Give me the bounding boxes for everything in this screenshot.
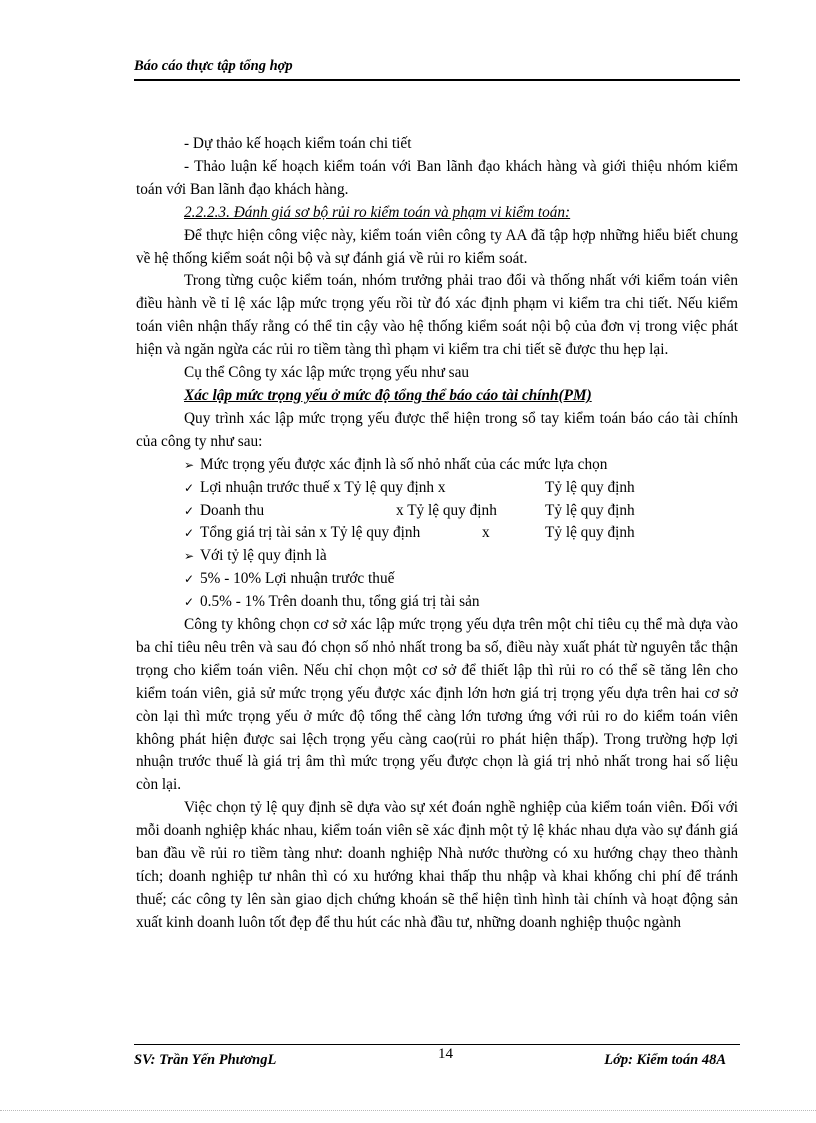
- formula-rate: Tỷ lệ quy định: [545, 501, 635, 519]
- list-item: [184, 454, 738, 477]
- page-header: [134, 56, 740, 81]
- page-footer: [134, 1044, 740, 1068]
- list-item-text: 0.5% - 1% Trên doanh thu, tổng giá trị tài sản: [200, 593, 480, 611]
- arrow-bullet-icon: ➢: [184, 457, 195, 472]
- formula-basis: Doanh thu: [200, 501, 265, 519]
- formula-rate: Tỷ lệ quy định: [545, 524, 635, 542]
- formula-basis: Lợi nhuận trước thuế x Tỷ lệ quy định x: [200, 478, 446, 496]
- check-bullet-icon: ✓: [184, 503, 195, 518]
- formula-basis: Tổng giá trị tài sản x Tỷ lệ quy định: [200, 524, 421, 542]
- list-item-text: Mức trọng yếu được xác định là số nhỏ nhất của các mức lựa chọn: [200, 455, 608, 473]
- pm-heading: Xác lập mức trọng yếu ở mức độ tổng thể báo cáo tài chính(PM): [184, 386, 592, 404]
- page-edge-divider: [0, 1110, 816, 1111]
- paragraph: Công ty không chọn cơ sở xác lập mức trọng yếu dựa trên một chỉ tiêu cụ thể mà dựa vào ba chỉ tiêu nêu trên và sau đó chọn số nhỏ nhất trong ba số, điều này xuất phát từ nguyên tắc thận trọng cho kiểm toán viên. Nếu chỉ chọn một cơ sở để thiết lập thì rủi ro có thể sẽ tăng lên cho kiểm toán viên, giả sử mức trọng yếu được xác định lớn hơn giá trị trọng yếu dựa trên hai cơ sở còn lại thì mức trọng yếu ở mức độ tổng thể càng lớn tương ứng với rủi ro do kiểm toán viên không phát hiện được sai lệch trọng yếu càng cao(rủi ro phát hiện thấp). Trong trường hợp lợi nhuận trước thuế là giá trị âm thì mức trọng yếu được chọn là giá trị nhỏ nhất trong hai số liệu còn lại.: [136, 616, 738, 794]
- document-body: [136, 133, 738, 935]
- page-number: 14: [438, 1046, 453, 1062]
- paragraph: Cụ thể Công ty xác lập mức trọng yếu như sau: [184, 364, 470, 382]
- list-item: [184, 500, 738, 523]
- paragraph: Quy trình xác lập mức trọng yếu được thể hiện trong sổ tay kiểm toán báo cáo tài chính của công ty như sau:: [136, 409, 738, 450]
- check-bullet-icon: ✓: [184, 526, 195, 541]
- paragraph: Để thực hiện công việc này, kiểm toán viên công ty AA đã tập hợp những hiểu biết chung về hệ thống kiểm soát nội bộ và sự đánh giá về rủi ro kiểm soát.: [136, 226, 738, 267]
- list-item-text: Với tỷ lệ quy định là: [200, 547, 327, 565]
- list-item: [184, 477, 738, 500]
- report-title: Báo cáo thực tập tổng hợp: [134, 58, 293, 74]
- check-bullet-icon: ✓: [184, 572, 195, 587]
- formula-rate: Tỷ lệ quy định: [545, 478, 635, 496]
- paragraph: Việc chọn tỷ lệ quy định sẽ dựa vào sự xét đoán nghề nghiệp của kiểm toán viên. Đối với mỗi doanh nghiệp khác nhau, kiểm toán viên sẽ xác định một tỷ lệ khác nhau dựa vào sự đánh giá ban đầu về rủi ro tiềm tàng như: doanh nghiệp Nhà nước thường có xu hướng chạy theo thành tích; doanh nghiệp tư nhân thì có xu hướng khai thấp thu nhập và khai khống chi phí để tránh thuế; các công ty lên sàn giao dịch chứng khoán sẽ thể hiện tình hình tài chính và hoạt động sản xuất kinh doanh luôn tốt đẹp để thu hút các nhà đầu tư, những doanh nghiệp thuộc ngành: [136, 799, 738, 931]
- paragraph: - Thảo luận kế hoạch kiểm toán với Ban lãnh đạo khách hàng và giới thiệu nhóm kiểm toán với Ban lãnh đạo khách hàng.: [136, 157, 738, 198]
- class-name: Lớp: Kiểm toán 48A: [604, 1052, 726, 1068]
- paragraph: - Dự thảo kế hoạch kiểm toán chi tiết: [184, 135, 412, 152]
- list-item-text: 5% - 10% Lợi nhuận trước thuế: [200, 570, 395, 588]
- list-item: [184, 545, 738, 568]
- formula-multiplier: x: [482, 524, 490, 542]
- arrow-bullet-icon: ➢: [184, 549, 195, 564]
- student-name: SV: Trần Yến PhươngL: [134, 1052, 277, 1068]
- check-bullet-icon: ✓: [184, 595, 195, 610]
- list-item: [184, 568, 738, 591]
- check-bullet-icon: ✓: [184, 480, 195, 495]
- list-item: [184, 522, 738, 545]
- list-item: [184, 591, 738, 614]
- section-heading: 2.2.2.3. Đánh giá sơ bộ rủi ro kiểm toán và phạm vi kiểm toán:: [184, 203, 571, 221]
- formula-multiplier: x Tỷ lệ quy định: [396, 501, 497, 519]
- paragraph: Trong từng cuộc kiểm toán, nhóm trưởng phải trao đổi và thống nhất với kiểm toán viên điều hành về tỉ lệ xác lập mức trọng yếu rồi từ đó xác định phạm vi kiểm tra chi tiết. Nếu kiểm toán viên nhận thấy rằng có thể tin cậy vào hệ thống kiểm soát nội bộ của đơn vị trong việc phát hiện và ngăn ngừa các rủi ro tiềm tàng thì phạm vi kiểm tra chi tiết sẽ được thu hẹp lại.: [136, 272, 738, 359]
